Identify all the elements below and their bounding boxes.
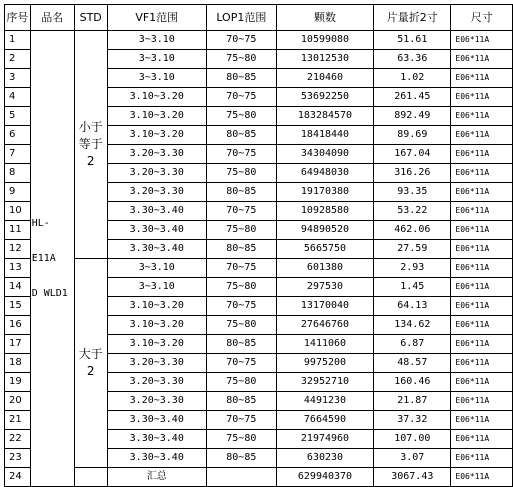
count-cell[interactable]: 7664590 bbox=[276, 411, 373, 430]
vf1-cell[interactable]: 3.20~3.30 bbox=[107, 164, 206, 183]
header-cell-size[interactable]: 尺寸 bbox=[451, 5, 513, 31]
size-cell[interactable]: E06*11A bbox=[451, 278, 513, 297]
size-cell[interactable]: E06*11A bbox=[451, 202, 513, 221]
std-group-small[interactable]: 小于等于2 bbox=[74, 31, 107, 259]
count-cell[interactable]: 64948030 bbox=[276, 164, 373, 183]
header-cell-index[interactable]: 序号 bbox=[5, 5, 31, 31]
count-cell[interactable]: 601380 bbox=[276, 259, 373, 278]
lop1-cell[interactable]: 80~85 bbox=[206, 240, 276, 259]
vf1-cell[interactable]: 3.20~3.30 bbox=[107, 183, 206, 202]
count-cell[interactable]: 21974960 bbox=[276, 430, 373, 449]
row-index-cell[interactable]: 1 bbox=[5, 31, 31, 50]
header-cell-std[interactable]: STD bbox=[74, 5, 107, 31]
lop1-cell[interactable]: 75~80 bbox=[206, 164, 276, 183]
vf1-cell[interactable]: 3.20~3.30 bbox=[107, 373, 206, 392]
count-cell[interactable]: 94890520 bbox=[276, 221, 373, 240]
header-cell-vf1[interactable]: VF1范围 bbox=[107, 5, 206, 31]
lop1-cell[interactable]: 80~85 bbox=[206, 126, 276, 145]
lop1-cell[interactable]: 75~80 bbox=[206, 50, 276, 69]
lop1-cell[interactable]: 80~85 bbox=[206, 69, 276, 88]
size-cell[interactable]: E06*11A bbox=[451, 449, 513, 468]
lop1-cell[interactable]: 70~75 bbox=[206, 202, 276, 221]
size-cell[interactable]: E06*11A bbox=[451, 50, 513, 69]
vf1-cell[interactable]: 3.30~3.40 bbox=[107, 449, 206, 468]
lop1-cell[interactable]: 75~80 bbox=[206, 430, 276, 449]
total-label-cell[interactable]: 汇总 bbox=[107, 468, 206, 487]
table-row bbox=[5, 31, 513, 50]
lop1-cell[interactable]: 80~85 bbox=[206, 183, 276, 202]
count-cell[interactable]: 1411060 bbox=[276, 335, 373, 354]
count-cell[interactable]: 297530 bbox=[276, 278, 373, 297]
vf1-cell[interactable]: 3.30~3.40 bbox=[107, 202, 206, 221]
row-index-cell[interactable]: 20 bbox=[5, 392, 31, 411]
vf1-cell[interactable]: 3.10~3.20 bbox=[107, 297, 206, 316]
pieces-cell[interactable]: 261.45 bbox=[374, 88, 451, 107]
size-cell[interactable]: E06*11A bbox=[451, 430, 513, 449]
product-name-cell[interactable] bbox=[30, 31, 74, 487]
row-index-cell[interactable]: 11 bbox=[5, 221, 31, 240]
vf1-cell[interactable]: 3.30~3.40 bbox=[107, 240, 206, 259]
pieces-cell[interactable]: 160.46 bbox=[374, 373, 451, 392]
pieces-cell[interactable]: 37.32 bbox=[374, 411, 451, 430]
vf1-cell[interactable]: 3.20~3.30 bbox=[107, 145, 206, 164]
vf1-cell[interactable]: 3~3.10 bbox=[107, 69, 206, 88]
vf1-cell[interactable]: 3~3.10 bbox=[107, 50, 206, 69]
count-cell[interactable]: 10928580 bbox=[276, 202, 373, 221]
header-cell-product[interactable]: 品名 bbox=[30, 5, 74, 31]
pieces-cell[interactable]: 48.57 bbox=[374, 354, 451, 373]
header-row bbox=[5, 5, 513, 31]
pieces-cell[interactable]: 6.87 bbox=[374, 335, 451, 354]
lop1-cell[interactable]: 75~80 bbox=[206, 278, 276, 297]
lop1-cell[interactable]: 70~75 bbox=[206, 411, 276, 430]
count-cell[interactable]: 13170040 bbox=[276, 297, 373, 316]
row-index-cell[interactable]: 16 bbox=[5, 316, 31, 335]
pieces-cell[interactable]: 21.87 bbox=[374, 392, 451, 411]
size-cell[interactable]: E06*11A bbox=[451, 145, 513, 164]
vf1-cell[interactable]: 3.10~3.20 bbox=[107, 88, 206, 107]
count-cell[interactable]: 18418440 bbox=[276, 126, 373, 145]
row-index-cell[interactable]: 19 bbox=[5, 373, 31, 392]
lop1-cell[interactable]: 70~75 bbox=[206, 145, 276, 164]
count-cell[interactable]: 13012530 bbox=[276, 50, 373, 69]
total-count-cell[interactable]: 629940370 bbox=[276, 468, 373, 487]
row-index-cell[interactable]: 18 bbox=[5, 354, 31, 373]
size-cell[interactable]: E06*11A bbox=[451, 69, 513, 88]
count-cell[interactable]: 630230 bbox=[276, 449, 373, 468]
size-cell[interactable]: E06*11A bbox=[451, 316, 513, 335]
vf1-cell[interactable]: 3.10~3.20 bbox=[107, 107, 206, 126]
size-cell[interactable]: E06*11A bbox=[451, 392, 513, 411]
lop1-cell[interactable]: 75~80 bbox=[206, 221, 276, 240]
pieces-cell[interactable]: 93.35 bbox=[374, 183, 451, 202]
row-index-cell[interactable]: 7 bbox=[5, 145, 31, 164]
lop1-cell[interactable]: 80~85 bbox=[206, 449, 276, 468]
lop1-cell[interactable]: 80~85 bbox=[206, 392, 276, 411]
size-cell[interactable]: E06*11A bbox=[451, 335, 513, 354]
count-cell[interactable]: 10599080 bbox=[276, 31, 373, 50]
count-cell[interactable]: 34304090 bbox=[276, 145, 373, 164]
pieces-cell[interactable]: 1.02 bbox=[374, 69, 451, 88]
pieces-cell[interactable]: 64.13 bbox=[374, 297, 451, 316]
row-index-cell[interactable]: 21 bbox=[5, 411, 31, 430]
lop1-cell[interactable]: 75~80 bbox=[206, 107, 276, 126]
row-index-cell[interactable]: 3 bbox=[5, 69, 31, 88]
row-index-cell[interactable]: 9 bbox=[5, 183, 31, 202]
total-lop1-cell[interactable] bbox=[206, 468, 276, 487]
lop1-cell[interactable]: 75~80 bbox=[206, 316, 276, 335]
size-cell[interactable]: E06*11A bbox=[451, 221, 513, 240]
pieces-cell[interactable]: 3.07 bbox=[374, 449, 451, 468]
table-row bbox=[5, 259, 513, 278]
row-index-cell[interactable]: 6 bbox=[5, 126, 31, 145]
vf1-cell[interactable]: 3.20~3.30 bbox=[107, 354, 206, 373]
pieces-cell[interactable]: 462.06 bbox=[374, 221, 451, 240]
size-cell[interactable]: E06*11A bbox=[451, 183, 513, 202]
pieces-cell[interactable]: 107.00 bbox=[374, 430, 451, 449]
row-index-cell[interactable]: 4 bbox=[5, 88, 31, 107]
vf1-cell[interactable]: 3~3.10 bbox=[107, 259, 206, 278]
count-cell[interactable]: 4491230 bbox=[276, 392, 373, 411]
product-name-line1: HL-E11A bbox=[31, 218, 56, 264]
vf1-cell[interactable]: 3.30~3.40 bbox=[107, 430, 206, 449]
pieces-cell[interactable]: 1.45 bbox=[374, 278, 451, 297]
row-index-cell[interactable]: 2 bbox=[5, 50, 31, 69]
count-cell[interactable]: 27646760 bbox=[276, 316, 373, 335]
lop1-cell[interactable]: 75~80 bbox=[206, 373, 276, 392]
lop1-cell[interactable]: 70~75 bbox=[206, 31, 276, 50]
pieces-cell[interactable]: 51.61 bbox=[374, 31, 451, 50]
row-index-cell[interactable]: 13 bbox=[5, 259, 31, 278]
pieces-cell[interactable]: 167.04 bbox=[374, 145, 451, 164]
total-pieces-cell[interactable]: 3067.43 bbox=[374, 468, 451, 487]
row-index-cell[interactable]: 14 bbox=[5, 278, 31, 297]
row-index-cell[interactable]: 17 bbox=[5, 335, 31, 354]
pieces-cell[interactable]: 27.59 bbox=[374, 240, 451, 259]
total-std-cell[interactable] bbox=[74, 468, 107, 487]
header-cell-count[interactable]: 颗数 bbox=[276, 5, 373, 31]
count-cell[interactable]: 53692250 bbox=[276, 88, 373, 107]
vf1-cell[interactable]: 3.20~3.30 bbox=[107, 392, 206, 411]
data-table bbox=[4, 4, 513, 487]
count-cell[interactable]: 9975200 bbox=[276, 354, 373, 373]
count-cell[interactable]: 5665750 bbox=[276, 240, 373, 259]
row-index-cell[interactable]: 5 bbox=[5, 107, 31, 126]
size-cell[interactable]: E06*11A bbox=[451, 107, 513, 126]
vf1-cell[interactable]: 3.30~3.40 bbox=[107, 221, 206, 240]
size-cell[interactable]: E06*11A bbox=[451, 259, 513, 278]
total-size-cell[interactable]: E06*11A bbox=[451, 468, 513, 487]
size-cell[interactable]: E06*11A bbox=[451, 31, 513, 50]
vf1-cell[interactable]: 3.10~3.20 bbox=[107, 126, 206, 145]
size-cell[interactable]: E06*11A bbox=[451, 164, 513, 183]
count-cell[interactable]: 183284570 bbox=[276, 107, 373, 126]
product-name-line2: D WLD1 bbox=[31, 288, 68, 299]
vf1-cell[interactable]: 3.10~3.20 bbox=[107, 316, 206, 335]
size-cell[interactable]: E06*11A bbox=[451, 88, 513, 107]
size-cell[interactable]: E06*11A bbox=[451, 354, 513, 373]
row-index-cell[interactable]: 12 bbox=[5, 240, 31, 259]
lop1-cell[interactable]: 70~75 bbox=[206, 88, 276, 107]
size-cell[interactable]: E06*11A bbox=[451, 126, 513, 145]
row-index-cell[interactable]: 22 bbox=[5, 430, 31, 449]
size-cell[interactable]: E06*11A bbox=[451, 411, 513, 430]
row-index-cell[interactable]: 10 bbox=[5, 202, 31, 221]
row-index-cell[interactable]: 23 bbox=[5, 449, 31, 468]
size-cell[interactable]: E06*11A bbox=[451, 240, 513, 259]
pieces-cell[interactable]: 89.69 bbox=[374, 126, 451, 145]
pieces-cell[interactable]: 2.93 bbox=[374, 259, 451, 278]
pieces-cell[interactable]: 134.62 bbox=[374, 316, 451, 335]
lop1-cell[interactable]: 70~75 bbox=[206, 297, 276, 316]
pieces-cell[interactable]: 53.22 bbox=[374, 202, 451, 221]
vf1-cell[interactable]: 3.30~3.40 bbox=[107, 411, 206, 430]
size-cell[interactable]: E06*11A bbox=[451, 297, 513, 316]
header-cell-lop1[interactable]: LOP1范围 bbox=[206, 5, 276, 31]
vf1-cell[interactable]: 3~3.10 bbox=[107, 31, 206, 50]
row-index-cell[interactable]: 15 bbox=[5, 297, 31, 316]
count-cell[interactable]: 210460 bbox=[276, 69, 373, 88]
lop1-cell[interactable]: 70~75 bbox=[206, 259, 276, 278]
spreadsheet-area bbox=[4, 4, 513, 487]
std-group-large[interactable]: 大于2 bbox=[74, 259, 107, 468]
row-index-cell[interactable]: 8 bbox=[5, 164, 31, 183]
lop1-cell[interactable]: 80~85 bbox=[206, 335, 276, 354]
pieces-cell[interactable]: 316.26 bbox=[374, 164, 451, 183]
total-row bbox=[5, 468, 513, 487]
count-cell[interactable]: 32952710 bbox=[276, 373, 373, 392]
lop1-cell[interactable]: 70~75 bbox=[206, 354, 276, 373]
pieces-cell[interactable]: 63.36 bbox=[374, 50, 451, 69]
vf1-cell[interactable]: 3.10~3.20 bbox=[107, 335, 206, 354]
row-index-cell[interactable]: 24 bbox=[5, 468, 31, 487]
header-cell-pieces[interactable]: 片量折2寸 bbox=[374, 5, 451, 31]
count-cell[interactable]: 19170380 bbox=[276, 183, 373, 202]
vf1-cell[interactable]: 3~3.10 bbox=[107, 278, 206, 297]
pieces-cell[interactable]: 892.49 bbox=[374, 107, 451, 126]
size-cell[interactable]: E06*11A bbox=[451, 373, 513, 392]
